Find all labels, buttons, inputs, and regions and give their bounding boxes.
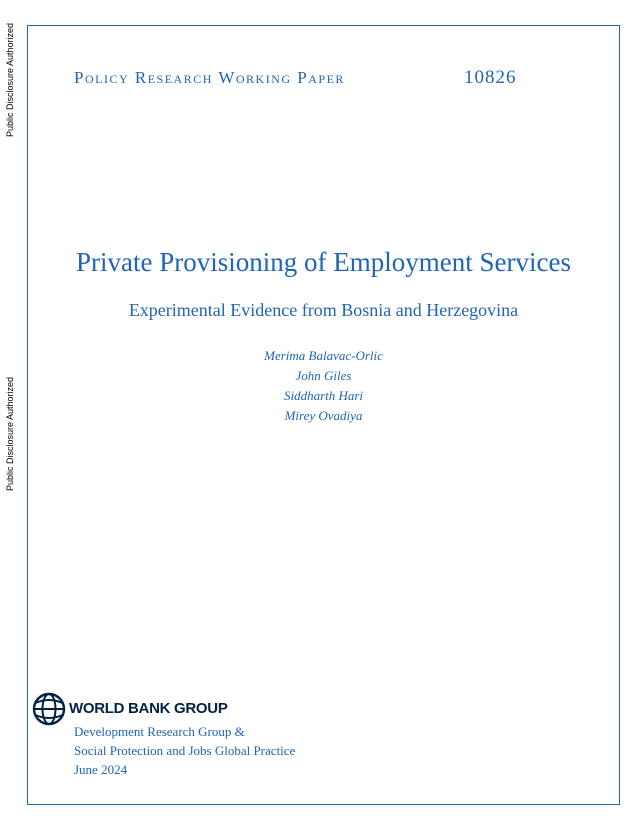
author-name: Merima Balavac-Orlic	[264, 348, 383, 363]
author-list	[27, 346, 620, 426]
author-name: John Giles	[295, 368, 352, 383]
paper-subtitle: Experimental Evidence from Bosnia and Herzegovina	[128, 300, 519, 320]
publication-date: June 2024	[74, 762, 128, 777]
paper-title: Private Provisioning of Employment Services	[76, 247, 571, 277]
world-bank-group-logo	[32, 692, 228, 726]
research-unit: Development Research Group &	[74, 724, 245, 739]
globe-icon	[32, 692, 66, 726]
author-name: Mirey Ovadiya	[284, 408, 363, 423]
disclosure-stamp-middle: Public Disclosure Authorized	[5, 376, 15, 492]
series-label: Policy Research Working Paper	[74, 68, 345, 87]
paper-number: 10826	[464, 67, 517, 88]
world-bank-group-name: WORLD BANK GROUP	[69, 700, 228, 717]
practice-unit: Social Protection and Jobs Global Practice	[74, 743, 296, 758]
disclosure-stamp-top: Public Disclosure Authorized	[5, 22, 15, 138]
author-name: Siddharth Hari	[283, 388, 364, 403]
publisher-details	[74, 722, 295, 779]
